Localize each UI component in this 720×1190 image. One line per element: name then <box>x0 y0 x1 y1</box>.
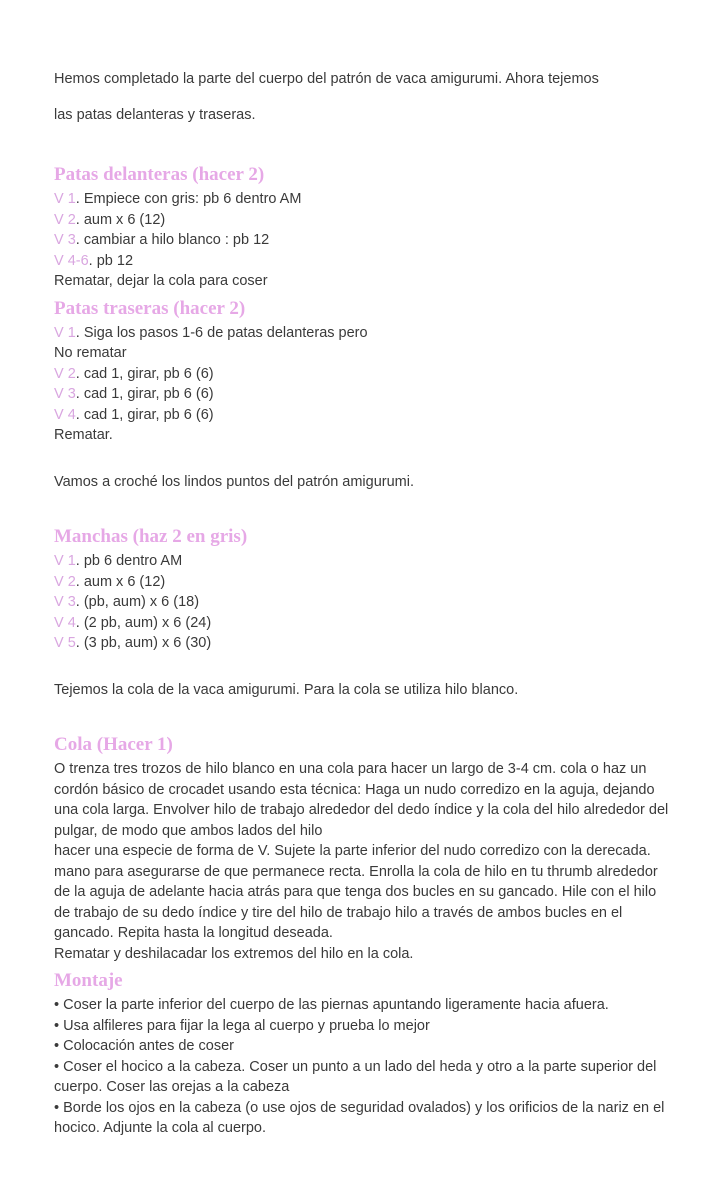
intro-line-2: las patas delanteras y traseras. <box>54 107 256 123</box>
row-text: . cad 1, girar, pb 6 (6) <box>75 365 214 382</box>
section-montaje <box>54 968 674 1139</box>
bullet-item: • Colocación antes de coser <box>54 1038 234 1054</box>
section-heading: Patas traseras (hacer 2) <box>54 297 246 319</box>
montaje-bullets <box>54 995 674 1139</box>
bullet-item: • Usa alfileres para fijar la lega al cuerpo y prueba lo mejor <box>54 1017 430 1034</box>
row-text: . aum x 6 (12) <box>75 211 166 228</box>
intro-line-1: Hemos completado la parte del cuerpo del patrón de vaca amigurumi. Ahora tejemos <box>54 71 599 87</box>
pattern-row <box>54 633 674 654</box>
row-number: V 4 <box>54 406 76 423</box>
row-text: . (pb, aum) x 6 (18) <box>75 594 200 610</box>
row-text: Rematar, dejar la cola para coser <box>54 273 268 289</box>
section-heading: Montaje <box>54 970 123 991</box>
cola-paragraph: Rematar y deshilacadar los extremos del hilo en la cola. <box>54 945 414 962</box>
row-text: . pb 12 <box>88 252 134 269</box>
row-number: V 1 <box>54 324 76 341</box>
spacer <box>54 446 674 472</box>
pattern-row <box>54 592 674 613</box>
spacer <box>54 492 674 510</box>
pattern-row <box>54 405 674 426</box>
row-text: . cad 1, girar, pb 6 (6) <box>75 406 214 423</box>
bullet-item: • Borde los ojos en la cabeza (o use ojos de seguridad ovalados) y los orificios de la nariz en el hocico. Adjunte la cola al cuerpo. <box>54 1099 665 1136</box>
cola-paragraph: O trenza tres trozos de hilo blanco en una cola para hacer un largo de 3-4 cm. cola o haz un cordón básico de crocadet usando esta técnica: Haga un nudo corredizo en la aguja, dejando una cola larga. Envolver hilo de trabajo alrededor del dedo índice y la cola del hilo alrededor del pulgar, de modo que ambos lados del hilo <box>54 761 669 839</box>
row-text: . (2 pb, aum) x 6 (24) <box>75 614 212 631</box>
row-text: . aum x 6 (12) <box>75 573 166 590</box>
pattern-row <box>54 425 674 446</box>
row-number: V 4-6 <box>54 252 89 269</box>
section-heading: Cola (Hacer 1) <box>54 734 173 755</box>
pattern-row <box>54 613 674 634</box>
spacer <box>54 130 674 148</box>
row-number: V 3 <box>54 594 76 610</box>
row-number: V 2 <box>54 365 76 382</box>
row-text: No rematar <box>54 345 127 361</box>
pattern-row <box>54 572 674 593</box>
pattern-row <box>54 551 674 572</box>
pattern-row <box>54 343 674 364</box>
section-patas-delanteras <box>54 162 674 292</box>
row-text: . cambiar a hilo blanco : pb 12 <box>75 232 270 248</box>
spacer <box>54 700 674 718</box>
row-number: V 2 <box>54 211 76 228</box>
section-patas-traseras <box>54 296 674 446</box>
pattern-row <box>54 364 674 385</box>
row-text: . (3 pb, aum) x 6 (30) <box>75 635 212 651</box>
document-page <box>54 64 674 1139</box>
bullet-item: • Coser la parte inferior del cuerpo de las piernas apuntando ligeramente hacia afuera. <box>54 997 609 1013</box>
cola-paragraph: hacer una especie de forma de V. Sujete la parte inferior del nudo corredizo con la derecada. mano para asegurarse de que permanece recta. Enrolla la cola de hilo en tu thrumb alrededor de la aguja de adelante hacia atrás para que tenga dos bucles en su gancado. Hile con el hilo de trabajo de su dedo índice y tire del hilo de trabajo hilo a través de ambos bucles en el gancado. Repita hasta la longitud deseada. <box>54 843 658 941</box>
row-text: . pb 6 dentro AM <box>75 553 183 569</box>
pattern-row <box>54 271 674 292</box>
row-text: . Empiece con gris: pb 6 dentro AM <box>75 191 302 207</box>
pattern-row <box>54 189 674 210</box>
pattern-row <box>54 251 674 272</box>
section-manchas <box>54 524 674 654</box>
tail-note: Tejemos la cola de la vaca amigurumi. Para la cola se utiliza hilo blanco. <box>54 681 519 698</box>
row-text: . Siga los pasos 1-6 de patas delanteras pero <box>75 324 368 341</box>
row-text: Rematar. <box>54 427 113 443</box>
section-heading: Manchas (haz 2 en gris) <box>54 526 248 547</box>
row-number: V 1 <box>54 191 76 207</box>
row-number: V 4 <box>54 614 76 631</box>
row-number: V 3 <box>54 232 76 248</box>
pattern-row <box>54 210 674 231</box>
pattern-row <box>54 384 674 405</box>
section-cola <box>54 732 674 964</box>
row-number: V 2 <box>54 573 76 590</box>
spacer <box>54 654 674 680</box>
row-number: V 1 <box>54 553 76 569</box>
bullet-item: • Coser el hocico a la cabeza. Coser un punto a un lado del heda y otro a la parte superior del cuerpo. Coser las orejas a la cabeza <box>54 1058 657 1095</box>
section-heading: Patas delanteras (hacer 2) <box>54 164 265 185</box>
pattern-row <box>54 323 674 344</box>
mid-note: Vamos a croché los lindos puntos del patrón amigurumi. <box>54 473 415 490</box>
pattern-row <box>54 230 674 251</box>
row-number: V 5 <box>54 635 76 651</box>
row-text: . cad 1, girar, pb 6 (6) <box>75 386 214 402</box>
row-number: V 3 <box>54 386 76 402</box>
